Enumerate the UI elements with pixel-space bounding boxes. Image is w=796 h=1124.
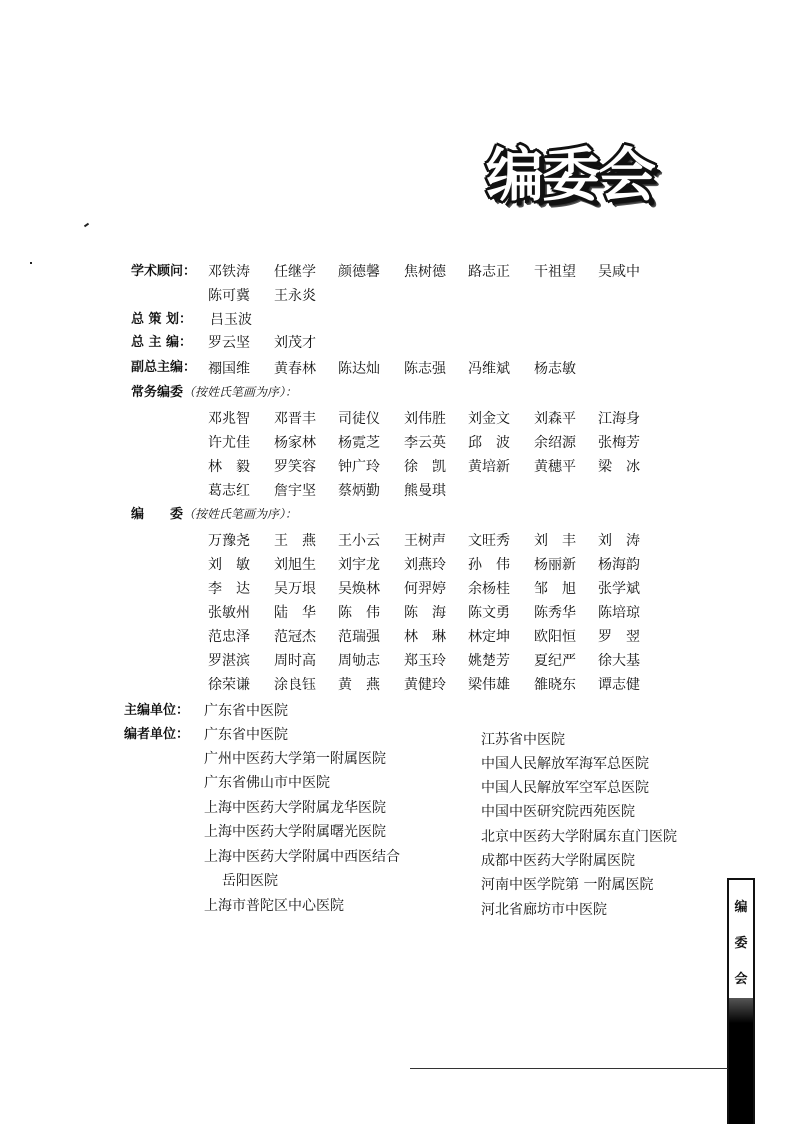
tab-char: 会 [734, 972, 748, 987]
editor-unit-value: 广东省中医院 [204, 703, 288, 719]
person-name: 陈可冀 [208, 288, 250, 304]
person-name: 孙 伟 [468, 557, 510, 573]
person-name: 陈志强 [404, 361, 446, 377]
chief-editors-label: 总 主 编： [131, 335, 193, 350]
sort-note: （按姓氏笔画为序）： [183, 385, 298, 399]
person-name: 吴咸中 [598, 264, 640, 280]
committee-label: 编 委 [131, 507, 184, 522]
person-name: 吴万垠 [274, 581, 316, 597]
person-name: 罗笑容 [274, 459, 316, 475]
person-name: 林定坤 [468, 629, 510, 645]
person-name: 刘伟胜 [404, 411, 446, 427]
person-name: 文旺秀 [468, 533, 510, 549]
person-name: 罗 翌 [598, 629, 640, 645]
committee-row [208, 553, 640, 577]
person-name: 罗湛滨 [208, 653, 250, 669]
person-name: 江海身 [598, 411, 640, 427]
person-name: 黄 燕 [338, 677, 380, 693]
unit-name: 河南中医学院第 一附属医院 [481, 877, 654, 893]
committee-row [208, 673, 640, 697]
person-name: 李 达 [208, 581, 250, 597]
committee-row [208, 577, 640, 601]
person-name: 禤国维 [208, 361, 250, 377]
unit-name: 上海中医药大学附属龙华医院 [204, 800, 386, 816]
person-name: 邓晋丰 [274, 411, 316, 427]
person-name: 颜德馨 [338, 264, 380, 280]
person-name: 黄春林 [274, 361, 316, 377]
editor-unit-label: 主编单位： [124, 703, 190, 718]
person-name: 钟广玲 [338, 459, 380, 475]
person-name: 刘 丰 [534, 533, 576, 549]
person-name: 詹宇坚 [274, 483, 316, 499]
person-name: 蔡炳勤 [338, 483, 380, 499]
person-name: 范瑞强 [338, 629, 380, 645]
section-tab [727, 878, 755, 1124]
person-name: 司徒仪 [338, 411, 380, 427]
unit-name: 上海中医药大学附属中西医结合 [204, 849, 400, 865]
tab-char: 编 [734, 900, 748, 915]
person-name: 陈 海 [404, 605, 446, 621]
person-name: 姚楚芳 [468, 653, 510, 669]
person-name: 王小云 [338, 533, 380, 549]
person-name: 吴焕林 [338, 581, 380, 597]
committee-row [208, 529, 640, 553]
person-name: 刘金文 [468, 411, 510, 427]
person-name: 陆 华 [274, 605, 316, 621]
unit-name: 中国中医研究院西苑医院 [481, 804, 635, 820]
advisors-label: 学术顾问： [131, 264, 197, 279]
person-name: 范冠杰 [274, 629, 316, 645]
person-name: 张学斌 [598, 581, 640, 597]
page-title: 编委会 [486, 141, 655, 209]
person-name: 杨霓芝 [338, 435, 380, 451]
unit-name: 岳阳医院 [222, 873, 278, 889]
person-name: 王 燕 [274, 533, 316, 549]
person-name: 冯维斌 [468, 361, 510, 377]
tab-bar [729, 998, 753, 1124]
person-name: 干祖望 [534, 264, 576, 280]
person-name: 何羿婷 [404, 581, 446, 597]
person-name: 刘森平 [534, 411, 576, 427]
person-name: 邱 波 [468, 435, 510, 451]
person-name: 许尤佳 [208, 435, 250, 451]
person-name: 梁伟雄 [468, 677, 510, 693]
standing-committee-heading [131, 382, 297, 403]
person-name: 陈培琼 [598, 605, 640, 621]
person-name: 邓铁涛 [208, 264, 250, 280]
person-name: 涂良钰 [274, 677, 316, 693]
footer-rule [410, 1068, 728, 1069]
standing-committee-row [208, 479, 446, 503]
person-name: 王永炎 [274, 288, 316, 304]
unit-name: 中国人民解放军海军总医院 [481, 756, 649, 772]
advisors-row-1 [208, 260, 640, 284]
person-name: 陈 伟 [338, 605, 380, 621]
committee-heading [131, 504, 297, 525]
person-name: 王树声 [404, 533, 446, 549]
person-name: 焦树德 [404, 264, 446, 280]
person-name: 刘茂才 [274, 335, 316, 351]
person-name: 林 琳 [404, 629, 446, 645]
scan-speck [30, 262, 32, 264]
compiler-units-label: 编者单位： [124, 727, 190, 742]
person-name: 陈文勇 [468, 605, 510, 621]
person-name: 吕玉波 [210, 312, 252, 328]
planner-label: 总 策 划： [131, 312, 193, 327]
chief-editors-row [208, 331, 316, 355]
person-name: 徐荣谦 [208, 677, 250, 693]
unit-name: 广东省佛山市中医院 [204, 775, 330, 791]
scan-speck [84, 223, 89, 228]
sort-note: （按姓氏笔画为序）： [183, 507, 298, 521]
person-name: 谭志健 [598, 677, 640, 693]
unit-name: 江苏省中医院 [481, 732, 565, 748]
unit-name: 河北省廊坊市中医院 [481, 902, 607, 918]
person-name: 杨家林 [274, 435, 316, 451]
person-name: 陈达灿 [338, 361, 380, 377]
person-name: 雒晓东 [534, 677, 576, 693]
person-name: 陈秀华 [534, 605, 576, 621]
standing-committee-row [208, 431, 640, 455]
person-name: 夏纪严 [534, 653, 576, 669]
person-name: 黄穗平 [534, 459, 576, 475]
person-name: 李云英 [404, 435, 446, 451]
person-name: 刘旭生 [274, 557, 316, 573]
person-name: 万豫尧 [208, 533, 250, 549]
deputy-chief-editors-label: 副总主编： [131, 360, 197, 375]
unit-name: 北京中医药大学附属东直门医院 [481, 829, 677, 845]
person-name: 黄健玲 [404, 677, 446, 693]
person-name: 徐大基 [598, 653, 640, 669]
person-name: 徐 凯 [404, 459, 446, 475]
unit-name: 广东省中医院 [204, 727, 288, 743]
standing-committee-row [208, 455, 640, 479]
person-name: 邹 旭 [534, 581, 576, 597]
standing-committee-row [208, 407, 640, 431]
person-name: 刘宇龙 [338, 557, 380, 573]
person-name: 黄培新 [468, 459, 510, 475]
person-name: 张梅芳 [598, 435, 640, 451]
person-name: 张敏州 [208, 605, 250, 621]
committee-row [208, 601, 640, 625]
deputy-chief-editors-row [208, 357, 576, 381]
unit-name: 上海中医药大学附属曙光医院 [204, 824, 386, 840]
committee-row [208, 649, 640, 673]
person-name: 路志正 [468, 264, 510, 280]
person-name: 刘 涛 [598, 533, 640, 549]
person-name: 欧阳恒 [534, 629, 576, 645]
unit-name: 成都中医药大学附属医院 [481, 853, 635, 869]
person-name: 林 毅 [208, 459, 250, 475]
committee-row [208, 625, 640, 649]
person-name: 刘燕玲 [404, 557, 446, 573]
person-name: 罗云坚 [208, 335, 250, 351]
person-name: 熊曼琪 [404, 483, 446, 499]
person-name: 杨丽新 [534, 557, 576, 573]
standing-committee-label: 常务编委 [131, 385, 184, 400]
person-name: 范忠泽 [208, 629, 250, 645]
person-name: 周时高 [274, 653, 316, 669]
person-name: 邓兆智 [208, 411, 250, 427]
person-name: 梁 冰 [598, 459, 640, 475]
person-name: 郑玉玲 [404, 653, 446, 669]
unit-name: 中国人民解放军空军总医院 [481, 780, 649, 796]
person-name: 周劬志 [338, 653, 380, 669]
unit-name: 上海市普陀区中心医院 [204, 898, 344, 914]
person-name: 杨志敏 [534, 361, 576, 377]
advisors-row-2 [208, 284, 316, 308]
unit-name: 广州中医药大学第一附属医院 [204, 751, 386, 767]
tab-char: 委 [734, 936, 748, 951]
person-name: 余杨桂 [468, 581, 510, 597]
person-name: 杨海韵 [598, 557, 640, 573]
person-name: 任继学 [274, 264, 316, 280]
person-name: 余绍源 [534, 435, 576, 451]
person-name: 葛志红 [208, 483, 250, 499]
person-name: 刘 敏 [208, 557, 250, 573]
